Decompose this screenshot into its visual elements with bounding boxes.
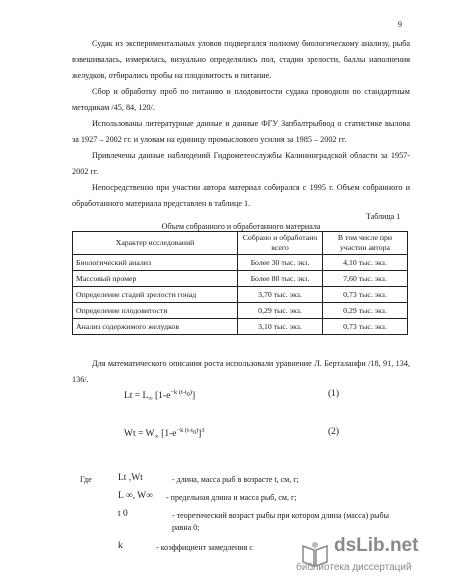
table-row <box>73 303 408 319</box>
table-cell: 0,73 тыс. экз. <box>323 319 408 335</box>
table-row <box>73 287 408 303</box>
formula-2-number: (2) <box>328 427 340 437</box>
formula-1-number: (1) <box>328 389 340 399</box>
legend-desc: - длина, масса рыб в возрасте t, см, г; <box>172 475 299 484</box>
formula-2-lhs: Wt = W <box>124 429 155 439</box>
formula-1-exp: −k (t-t <box>170 389 187 396</box>
formula-1 <box>124 389 195 402</box>
infinity-symbol: ∞ <box>148 396 153 402</box>
legend-desc: - предельная длина и масса рыб, см, г; <box>166 493 297 502</box>
table-cell: 0,29 тыс. экз. <box>323 303 408 319</box>
formula-1-close: ] <box>191 391 196 401</box>
paragraph-1: Судак из экспериментальных уловов подвергался полному биологическому анализу, рыба взвешивалась, измерялась, визуально определялись пол, стадии зрелости, баллы наполнения желудков, отбирались пробы на плодовитость и питание. <box>72 39 410 80</box>
formula-2-exp-sub: 0 <box>192 430 196 436</box>
infinity-symbol: ∞ <box>154 434 159 440</box>
legend-symbol: t 0 <box>118 509 128 519</box>
table-cell: Более 80 тыс. экз. <box>238 271 323 287</box>
table-label: Таблица 1 <box>366 212 401 221</box>
legend-where: Где <box>80 475 92 484</box>
formula-2-close: ] <box>198 429 202 439</box>
table-row <box>73 319 408 335</box>
table-header-cell: В том числе при участии автора <box>323 232 408 255</box>
formula-intro: Для математического описания роста использовали уравнение Л. Берталанфи /18, 91, 134, 136/. <box>72 359 410 384</box>
table-header-cell: Характер исследований <box>73 232 238 255</box>
table-row <box>73 271 408 287</box>
table-cell: Массовый промер <box>73 271 238 287</box>
table-header-row <box>73 232 408 255</box>
watermark-tagline: библиотека диссертаций <box>296 562 412 573</box>
table-cell: 4,10 тыс. экз. <box>323 255 408 271</box>
table-header-cell: Собрано и обработано всего <box>238 232 323 255</box>
page-number: 9 <box>398 20 402 29</box>
formula-1-body: [1-e <box>155 391 171 401</box>
table-cell: 7,60 тыс. экз. <box>323 271 408 287</box>
formula-2 <box>124 427 205 440</box>
watermark-brand: dsLib.net <box>334 535 419 556</box>
table-title: Объем собранного и обработанного материала <box>161 222 321 231</box>
formula-1-lhs: Lt = L <box>124 391 149 401</box>
formula-2-power: 3 <box>201 427 205 434</box>
legend-desc: - коэффициент замедления с <box>156 543 253 552</box>
table-cell: 3,10 тыс. экз. <box>238 319 323 335</box>
legend-symbol: L ∞, W∞ <box>118 491 153 501</box>
legend-symbol: k <box>118 541 123 551</box>
formula-2-exp-end: ) <box>195 427 199 434</box>
paragraph-4: Привлечены данные наблюдений Гидрометеослужбы Калининградской области за 1957-2002 гг. <box>72 151 410 176</box>
table-cell: Определение плодовитости <box>73 303 238 319</box>
data-table <box>72 231 408 335</box>
formula-2-body: [1-e <box>161 429 177 439</box>
formula-2-exp: −k (t-t <box>176 427 193 434</box>
table-cell: Определение стадий зрелости гонад <box>73 287 238 303</box>
table-cell: 0,73 тыс. экз. <box>323 287 408 303</box>
table-row <box>73 255 408 271</box>
table-cell: Биологический анализ <box>73 255 238 271</box>
legend-symbol: Lt ,Wt <box>118 473 143 483</box>
table-cell: 0,29 тыс. экз. <box>238 303 323 319</box>
legend-desc: - теоретический возраст рыбы при котором длина (масса) рыбы равна 0; <box>172 511 389 532</box>
formula-1-exp-sub: 0 <box>186 392 190 398</box>
table-cell: 3,70 тыс. экз. <box>238 287 323 303</box>
paragraph-3: Использованы литературные данные и данные ФГУ Запбалтрыбвод о статистике вылова за 1927 – 2002 гг. и уловам на единицу промыслового усилия за 1985 – 2002 гг. <box>72 119 410 144</box>
table-cell: Анализ содержимого желудков <box>73 319 238 335</box>
paragraph-5: Непосредственно при участии автора материал собирался с 1995 г. Объем собранного и обработанного материала представлен в таблице 1. <box>72 183 410 208</box>
formula-1-exp-end: ) <box>189 389 192 396</box>
table-cell: Более 30 тыс. экз. <box>238 255 323 271</box>
paragraph-2: Сбор и обработку проб по питанию и плодовитости судака проводили по стандартным методикам /45, 84, 120/. <box>72 87 410 112</box>
